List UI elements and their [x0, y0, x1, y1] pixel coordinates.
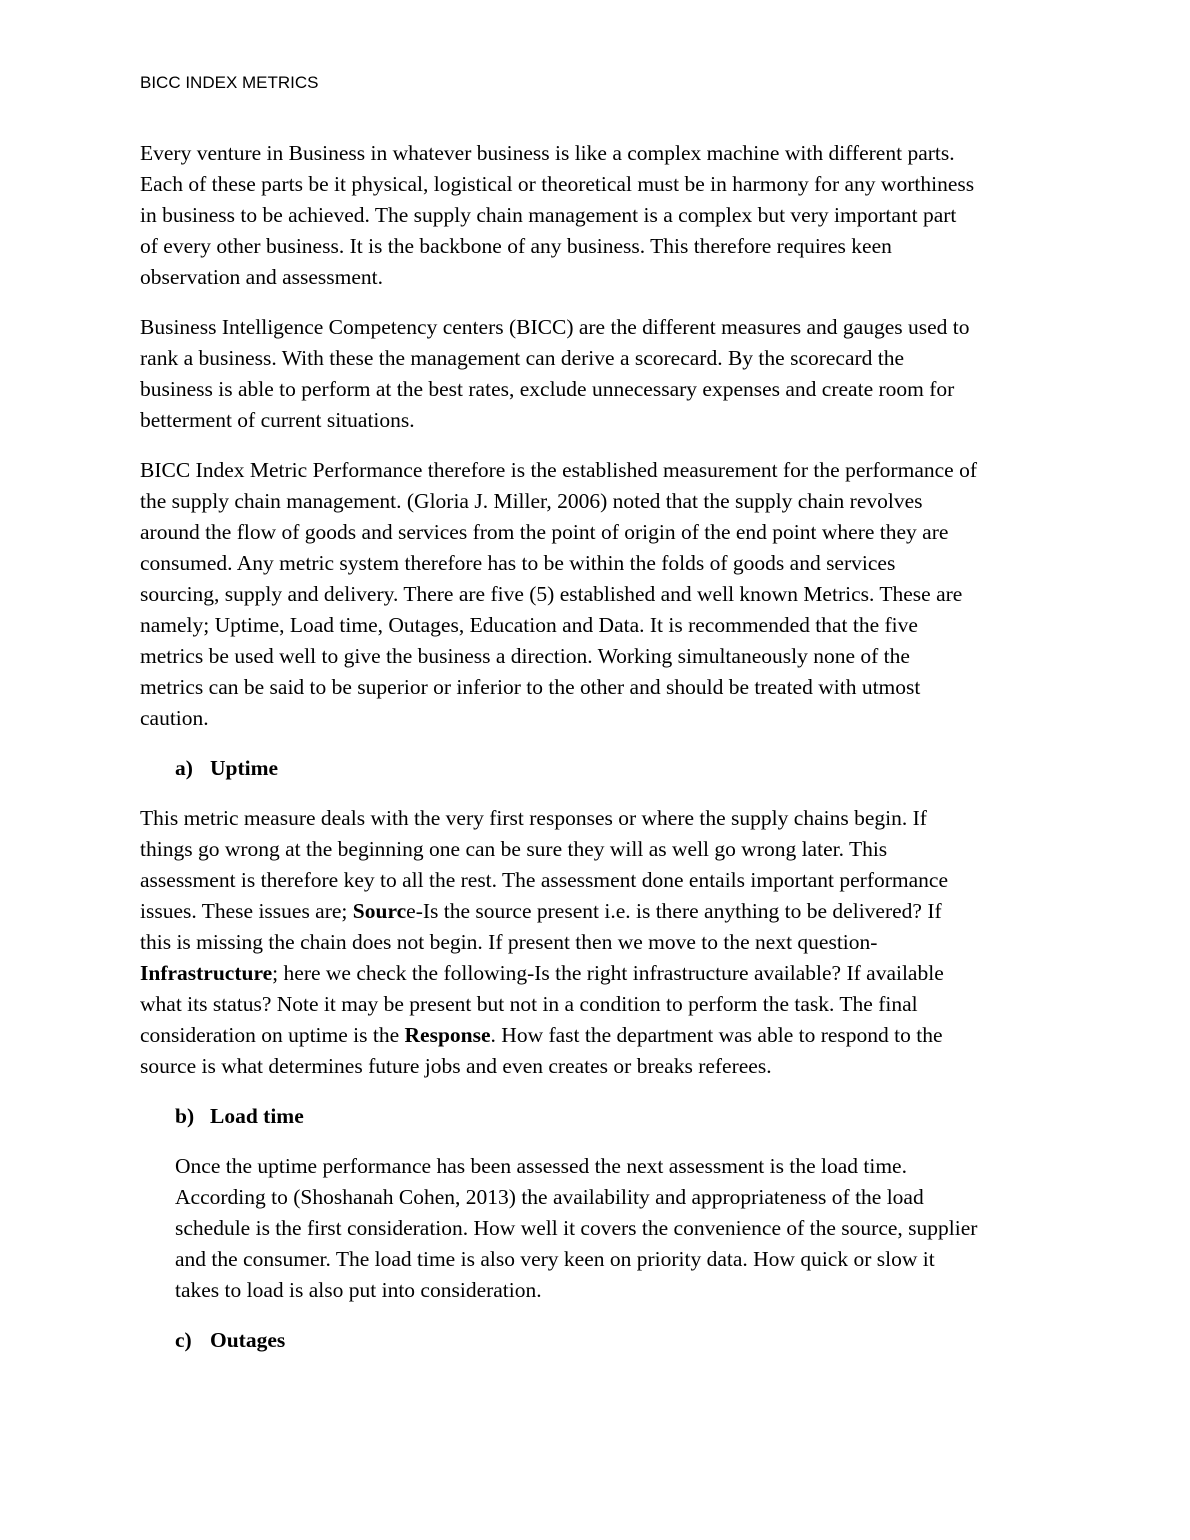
heading-text: Load time	[210, 1104, 304, 1128]
text-line: around the flow of goods and services from the point of origin of the end point where they are	[140, 520, 949, 544]
text-line: what its status? Note it may be present but not in a condition to perform the task. The final	[140, 992, 918, 1016]
heading-marker: c)	[175, 1328, 192, 1352]
text-line	[140, 1020, 1060, 1051]
heading-text: Uptime	[210, 756, 279, 780]
text-line: namely; Uptime, Load time, Outages, Education and Data. It is recommended that the five	[140, 613, 918, 637]
text-line: of every other business. It is the backbone of any business. This therefore requires keen	[140, 234, 892, 258]
text-line: Each of these parts be it physical, logistical or theoretical must be in harmony for any worthiness	[140, 172, 975, 196]
text-line: this is missing the chain does not begin. If present then we move to the next question-	[140, 930, 878, 954]
paragraph	[140, 138, 1060, 293]
text-segment: consideration on uptime is the	[140, 1023, 405, 1047]
text-line: takes to load is also put into consideration.	[175, 1278, 542, 1302]
text-line: metrics be used well to give the business a direction. Working simultaneously none of the	[140, 644, 910, 668]
text-line	[140, 958, 1060, 989]
text-segment: issues. These issues are;	[140, 899, 353, 923]
bold-term: Sourc	[352, 899, 407, 923]
text-line: and the consumer. The load time is also very keen on priority data. How quick or slow it	[175, 1247, 935, 1271]
text-line: business is able to perform at the best rates, exclude unnecessary expenses and create room for	[140, 377, 955, 401]
paragraph	[140, 312, 1060, 436]
text-line: rank a business. With these the management can derive a scorecard. By the scorecard the	[140, 346, 905, 370]
text-segment: e-Is the source present i.e. is there anything to be delivered? If	[406, 899, 942, 923]
text-line: BICC Index Metric Performance therefore is the established measurement for the performance of	[140, 458, 977, 482]
heading-marker: a)	[175, 756, 193, 780]
text-line: the supply chain management. (Gloria J. Miller, 2006) noted that the supply chain revolves	[140, 489, 923, 513]
text-line: sourcing, supply and delivery. There are five (5) established and well known Metrics. These are	[140, 582, 963, 606]
paragraph	[175, 1151, 1060, 1306]
text-line	[140, 896, 1060, 927]
document-body	[140, 138, 1060, 1375]
text-segment: . How fast the department was able to respond to the	[490, 1023, 943, 1047]
text-line: source is what determines future jobs and even creates or breaks referees.	[140, 1054, 772, 1078]
heading-marker: b)	[175, 1104, 195, 1128]
paragraph	[140, 803, 1060, 1082]
text-line: Business Intelligence Competency centers (BICC) are the different measures and gauges used to	[140, 315, 970, 339]
text-line: observation and assessment.	[140, 265, 384, 289]
text-segment: ; here we check the following-Is the right infrastructure available? If available	[272, 961, 944, 985]
section-heading	[175, 1325, 1060, 1356]
text-line: Once the uptime performance has been assessed the next assessment is the load time.	[175, 1154, 907, 1178]
text-line: consumed. Any metric system therefore has to be within the folds of goods and services	[140, 551, 896, 575]
bold-term: Infrastructure	[140, 961, 273, 985]
text-line: assessment is therefore key to all the rest. The assessment done entails important performance	[140, 868, 948, 892]
text-line: caution.	[140, 706, 209, 730]
text-line: According to (Shoshanah Cohen, 2013) the availability and appropriateness of the load	[175, 1185, 924, 1209]
text-line: betterment of current situations.	[140, 408, 415, 432]
section-heading	[175, 1101, 1060, 1132]
text-line: things go wrong at the beginning one can be sure they will as well go wrong later. This	[140, 837, 888, 861]
heading-text: Outages	[210, 1328, 286, 1352]
text-line: schedule is the first consideration. How well it covers the convenience of the source, supplier	[175, 1216, 978, 1240]
text-line: metrics can be said to be superior or inferior to the other and should be treated with utmost	[140, 675, 921, 699]
text-line: This metric measure deals with the very first responses or where the supply chains begin. If	[140, 806, 927, 830]
bold-term: Response	[404, 1023, 491, 1047]
paragraph	[140, 455, 1060, 734]
text-line: in business to be achieved. The supply chain management is a complex but very important part	[140, 203, 957, 227]
section-heading	[175, 753, 1060, 784]
page-header: BICC INDEX METRICS	[140, 73, 319, 92]
text-line: Every venture in Business in whatever business is like a complex machine with different parts.	[140, 141, 955, 165]
